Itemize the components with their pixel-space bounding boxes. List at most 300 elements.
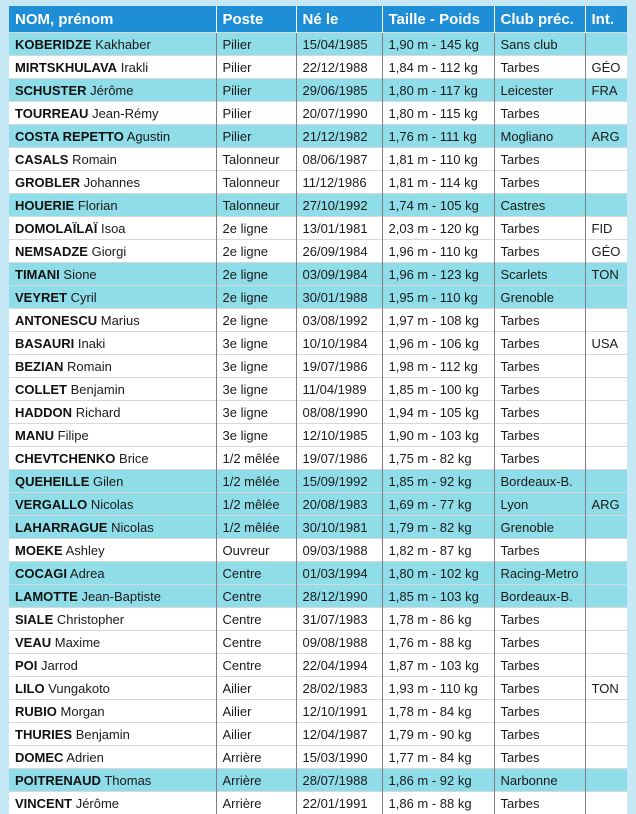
- previous-club-cell: Sans club: [494, 33, 585, 56]
- birthdate-cell: 09/08/1988: [296, 631, 382, 654]
- player-first-name: Benjamin: [71, 382, 125, 397]
- poste-cell: Pilier: [216, 102, 296, 125]
- height-weight-cell: 1,97 m - 108 kg: [382, 309, 494, 332]
- height-weight-cell: 1,80 m - 102 kg: [382, 562, 494, 585]
- birthdate-cell: 15/04/1985: [296, 33, 382, 56]
- player-name-cell: [9, 217, 216, 240]
- player-last-name: TIMANI: [15, 267, 60, 282]
- player-last-name: POITRENAUD: [15, 773, 101, 788]
- player-first-name: Jean-Baptiste: [81, 589, 161, 604]
- height-weight-cell: 1,95 m - 110 kg: [382, 286, 494, 309]
- poste-cell: 1/2 mêlée: [216, 447, 296, 470]
- player-first-name: Irakli: [121, 60, 148, 75]
- player-name-cell: [9, 470, 216, 493]
- previous-club-cell: Tarbes: [494, 332, 585, 355]
- table-row: [9, 102, 627, 125]
- player-last-name: NEMSADZE: [15, 244, 88, 259]
- player-last-name: VEYRET: [15, 290, 67, 305]
- international-cell: [585, 562, 627, 585]
- player-name-cell: [9, 355, 216, 378]
- poste-cell: Centre: [216, 562, 296, 585]
- player-first-name: Cyril: [71, 290, 97, 305]
- header-int: Int.: [585, 6, 627, 33]
- previous-club-cell: Tarbes: [494, 401, 585, 424]
- table-row: [9, 585, 627, 608]
- player-first-name: Vungakoto: [48, 681, 110, 696]
- height-weight-cell: 1,81 m - 110 kg: [382, 148, 494, 171]
- player-last-name: COSTA REPETTO: [15, 129, 124, 144]
- player-first-name: Thomas: [104, 773, 151, 788]
- table-row: [9, 516, 627, 539]
- player-name-cell: [9, 539, 216, 562]
- birthdate-cell: 10/10/1984: [296, 332, 382, 355]
- poste-cell: 2e ligne: [216, 240, 296, 263]
- table-row: [9, 631, 627, 654]
- poste-cell: 1/2 mêlée: [216, 470, 296, 493]
- international-cell: [585, 792, 627, 814]
- international-cell: [585, 654, 627, 677]
- birthdate-cell: 12/10/1985: [296, 424, 382, 447]
- table-row: [9, 700, 627, 723]
- international-cell: FRA: [585, 79, 627, 102]
- player-last-name: HOUERIE: [15, 198, 74, 213]
- height-weight-cell: 1,78 m - 84 kg: [382, 700, 494, 723]
- player-first-name: Ashley: [66, 543, 105, 558]
- player-last-name: VEAU: [15, 635, 51, 650]
- poste-cell: Arrière: [216, 769, 296, 792]
- player-last-name: VINCENT: [15, 796, 72, 811]
- player-last-name: LAMOTTE: [15, 589, 78, 604]
- player-first-name: Morgan: [61, 704, 105, 719]
- height-weight-cell: 1,79 m - 90 kg: [382, 723, 494, 746]
- international-cell: [585, 769, 627, 792]
- player-name-cell: [9, 56, 216, 79]
- player-last-name: LILO: [15, 681, 45, 696]
- player-name-cell: [9, 171, 216, 194]
- previous-club-cell: Tarbes: [494, 723, 585, 746]
- previous-club-cell: Grenoble: [494, 516, 585, 539]
- international-cell: [585, 33, 627, 56]
- player-name-cell: [9, 585, 216, 608]
- previous-club-cell: Mogliano: [494, 125, 585, 148]
- international-cell: [585, 516, 627, 539]
- player-name-cell: [9, 401, 216, 424]
- height-weight-cell: 1,81 m - 114 kg: [382, 171, 494, 194]
- table-row: [9, 792, 627, 814]
- previous-club-cell: Racing-Metro: [494, 562, 585, 585]
- roster-body: [9, 33, 627, 814]
- height-weight-cell: 1,77 m - 84 kg: [382, 746, 494, 769]
- international-cell: TON: [585, 677, 627, 700]
- poste-cell: Centre: [216, 585, 296, 608]
- international-cell: [585, 447, 627, 470]
- table-row: [9, 125, 627, 148]
- player-last-name: BASAURI: [15, 336, 74, 351]
- poste-cell: 1/2 mêlée: [216, 493, 296, 516]
- player-last-name: LAHARRAGUE: [15, 520, 107, 535]
- birthdate-cell: 20/07/1990: [296, 102, 382, 125]
- table-row: [9, 401, 627, 424]
- poste-cell: Pilier: [216, 56, 296, 79]
- player-last-name: DOMOLAÏLAÏ: [15, 221, 97, 236]
- poste-cell: 3e ligne: [216, 355, 296, 378]
- player-last-name: POI: [15, 658, 37, 673]
- height-weight-cell: 1,78 m - 86 kg: [382, 608, 494, 631]
- player-first-name: Benjamin: [76, 727, 130, 742]
- previous-club-cell: Tarbes: [494, 654, 585, 677]
- player-name-cell: [9, 746, 216, 769]
- international-cell: [585, 148, 627, 171]
- player-first-name: Inaki: [78, 336, 105, 351]
- previous-club-cell: Tarbes: [494, 746, 585, 769]
- birthdate-cell: 30/10/1981: [296, 516, 382, 539]
- previous-club-cell: Bordeaux-B.: [494, 585, 585, 608]
- roster-table: [9, 6, 627, 814]
- height-weight-cell: 1,76 m - 111 kg: [382, 125, 494, 148]
- table-row: [9, 263, 627, 286]
- poste-cell: 1/2 mêlée: [216, 516, 296, 539]
- poste-cell: 2e ligne: [216, 217, 296, 240]
- height-weight-cell: 1,79 m - 82 kg: [382, 516, 494, 539]
- international-cell: [585, 470, 627, 493]
- previous-club-cell: Bordeaux-B.: [494, 470, 585, 493]
- player-first-name: Jérôme: [76, 796, 119, 811]
- player-last-name: CHEVTCHENKO: [15, 451, 115, 466]
- player-name-cell: [9, 516, 216, 539]
- player-first-name: Gilen: [93, 474, 123, 489]
- player-first-name: Florian: [78, 198, 118, 213]
- player-last-name: COCAGI: [15, 566, 67, 581]
- birthdate-cell: 29/06/1985: [296, 79, 382, 102]
- previous-club-cell: Grenoble: [494, 286, 585, 309]
- birthdate-cell: 22/12/1988: [296, 56, 382, 79]
- international-cell: ARG: [585, 493, 627, 516]
- header-ne-le: Né le: [296, 6, 382, 33]
- table-row: [9, 148, 627, 171]
- height-weight-cell: 1,96 m - 123 kg: [382, 263, 494, 286]
- player-name-cell: [9, 700, 216, 723]
- player-name-cell: [9, 493, 216, 516]
- previous-club-cell: Tarbes: [494, 309, 585, 332]
- player-name-cell: [9, 263, 216, 286]
- poste-cell: Talonneur: [216, 171, 296, 194]
- birthdate-cell: 12/10/1991: [296, 700, 382, 723]
- previous-club-cell: Narbonne: [494, 769, 585, 792]
- table-row: [9, 746, 627, 769]
- player-last-name: KOBERIDZE: [15, 37, 92, 52]
- height-weight-cell: 1,86 m - 88 kg: [382, 792, 494, 814]
- previous-club-cell: Castres: [494, 194, 585, 217]
- player-name-cell: [9, 33, 216, 56]
- previous-club-cell: Tarbes: [494, 447, 585, 470]
- player-first-name: Adrien: [66, 750, 104, 765]
- player-first-name: Filipe: [58, 428, 89, 443]
- birthdate-cell: 21/12/1982: [296, 125, 382, 148]
- previous-club-cell: Tarbes: [494, 148, 585, 171]
- height-weight-cell: 1,85 m - 100 kg: [382, 378, 494, 401]
- height-weight-cell: 1,93 m - 110 kg: [382, 677, 494, 700]
- table-row: [9, 562, 627, 585]
- poste-cell: 3e ligne: [216, 424, 296, 447]
- previous-club-cell: Tarbes: [494, 240, 585, 263]
- height-weight-cell: 1,84 m - 112 kg: [382, 56, 494, 79]
- international-cell: [585, 631, 627, 654]
- poste-cell: Arrière: [216, 746, 296, 769]
- table-row: [9, 309, 627, 332]
- player-last-name: GROBLER: [15, 175, 80, 190]
- table-row: [9, 723, 627, 746]
- birthdate-cell: 22/04/1994: [296, 654, 382, 677]
- previous-club-cell: Tarbes: [494, 424, 585, 447]
- poste-cell: Pilier: [216, 79, 296, 102]
- table-row: [9, 654, 627, 677]
- international-cell: [585, 746, 627, 769]
- height-weight-cell: 1,74 m - 105 kg: [382, 194, 494, 217]
- player-last-name: ANTONESCU: [15, 313, 97, 328]
- birthdate-cell: 13/01/1981: [296, 217, 382, 240]
- player-name-cell: [9, 769, 216, 792]
- international-cell: [585, 723, 627, 746]
- player-name-cell: [9, 562, 216, 585]
- international-cell: [585, 378, 627, 401]
- poste-cell: Ailier: [216, 677, 296, 700]
- poste-cell: Ailier: [216, 700, 296, 723]
- previous-club-cell: Leicester: [494, 79, 585, 102]
- poste-cell: Centre: [216, 631, 296, 654]
- player-last-name: QUEHEILLE: [15, 474, 89, 489]
- table-row: [9, 355, 627, 378]
- player-first-name: Sione: [63, 267, 96, 282]
- player-name-cell: [9, 608, 216, 631]
- international-cell: GÉO: [585, 240, 627, 263]
- birthdate-cell: 08/06/1987: [296, 148, 382, 171]
- international-cell: [585, 401, 627, 424]
- player-first-name: Giorgi: [92, 244, 127, 259]
- height-weight-cell: 1,85 m - 103 kg: [382, 585, 494, 608]
- player-name-cell: [9, 332, 216, 355]
- player-first-name: Marius: [101, 313, 140, 328]
- table-row: [9, 194, 627, 217]
- player-name-cell: [9, 654, 216, 677]
- birthdate-cell: 22/01/1991: [296, 792, 382, 814]
- player-first-name: Kakhaber: [95, 37, 151, 52]
- player-first-name: Jarrod: [41, 658, 78, 673]
- player-first-name: Maxime: [55, 635, 101, 650]
- player-first-name: Romain: [72, 152, 117, 167]
- height-weight-cell: 2,03 m - 120 kg: [382, 217, 494, 240]
- player-last-name: RUBIO: [15, 704, 57, 719]
- player-last-name: BEZIAN: [15, 359, 63, 374]
- player-last-name: MOEKE: [15, 543, 63, 558]
- birthdate-cell: 20/08/1983: [296, 493, 382, 516]
- player-first-name: Richard: [76, 405, 121, 420]
- table-row: [9, 286, 627, 309]
- previous-club-cell: Tarbes: [494, 608, 585, 631]
- header-nom: NOM, prénom: [9, 6, 216, 33]
- poste-cell: Ailier: [216, 723, 296, 746]
- table-row: [9, 240, 627, 263]
- table-row: [9, 769, 627, 792]
- birthdate-cell: 26/09/1984: [296, 240, 382, 263]
- player-last-name: DOMEC: [15, 750, 63, 765]
- player-last-name: COLLET: [15, 382, 67, 397]
- height-weight-cell: 1,85 m - 92 kg: [382, 470, 494, 493]
- previous-club-cell: Tarbes: [494, 378, 585, 401]
- height-weight-cell: 1,96 m - 110 kg: [382, 240, 494, 263]
- table-row: [9, 539, 627, 562]
- poste-cell: 3e ligne: [216, 378, 296, 401]
- player-first-name: Jérôme: [90, 83, 133, 98]
- table-row: [9, 56, 627, 79]
- player-last-name: SCHUSTER: [15, 83, 87, 98]
- player-name-cell: [9, 424, 216, 447]
- header-club: Club préc.: [494, 6, 585, 33]
- player-first-name: Christopher: [57, 612, 124, 627]
- birthdate-cell: 31/07/1983: [296, 608, 382, 631]
- player-name-cell: [9, 792, 216, 814]
- player-name-cell: [9, 148, 216, 171]
- previous-club-cell: Tarbes: [494, 677, 585, 700]
- international-cell: [585, 585, 627, 608]
- table-row: [9, 378, 627, 401]
- table-row: [9, 608, 627, 631]
- previous-club-cell: Scarlets: [494, 263, 585, 286]
- poste-cell: 2e ligne: [216, 286, 296, 309]
- height-weight-cell: 1,96 m - 106 kg: [382, 332, 494, 355]
- player-name-cell: [9, 240, 216, 263]
- player-first-name: Johannes: [84, 175, 140, 190]
- previous-club-cell: Tarbes: [494, 631, 585, 654]
- table-row: [9, 424, 627, 447]
- table-row: [9, 33, 627, 56]
- table-row: [9, 171, 627, 194]
- birthdate-cell: 09/03/1988: [296, 539, 382, 562]
- previous-club-cell: Tarbes: [494, 217, 585, 240]
- player-name-cell: [9, 79, 216, 102]
- player-name-cell: [9, 378, 216, 401]
- height-weight-cell: 1,76 m - 88 kg: [382, 631, 494, 654]
- player-name-cell: [9, 631, 216, 654]
- table-row: [9, 79, 627, 102]
- player-first-name: Brice: [119, 451, 149, 466]
- birthdate-cell: 08/08/1990: [296, 401, 382, 424]
- birthdate-cell: 30/01/1988: [296, 286, 382, 309]
- international-cell: USA: [585, 332, 627, 355]
- poste-cell: Arrière: [216, 792, 296, 814]
- player-first-name: Nicolas: [111, 520, 154, 535]
- international-cell: ARG: [585, 125, 627, 148]
- birthdate-cell: 28/12/1990: [296, 585, 382, 608]
- international-cell: [585, 424, 627, 447]
- table-row: [9, 217, 627, 240]
- header-poste: Poste: [216, 6, 296, 33]
- poste-cell: Talonneur: [216, 148, 296, 171]
- player-first-name: Adrea: [70, 566, 105, 581]
- player-name-cell: [9, 102, 216, 125]
- player-last-name: THURIES: [15, 727, 72, 742]
- height-weight-cell: 1,86 m - 92 kg: [382, 769, 494, 792]
- birthdate-cell: 15/03/1990: [296, 746, 382, 769]
- height-weight-cell: 1,75 m - 82 kg: [382, 447, 494, 470]
- birthdate-cell: 28/07/1988: [296, 769, 382, 792]
- international-cell: [585, 700, 627, 723]
- player-first-name: Romain: [67, 359, 112, 374]
- international-cell: [585, 286, 627, 309]
- birthdate-cell: 28/02/1983: [296, 677, 382, 700]
- international-cell: [585, 309, 627, 332]
- poste-cell: Ouvreur: [216, 539, 296, 562]
- table-row: [9, 677, 627, 700]
- poste-cell: Pilier: [216, 33, 296, 56]
- player-name-cell: [9, 723, 216, 746]
- birthdate-cell: 19/07/1986: [296, 355, 382, 378]
- international-cell: [585, 171, 627, 194]
- international-cell: [585, 608, 627, 631]
- previous-club-cell: Tarbes: [494, 102, 585, 125]
- birthdate-cell: 11/04/1989: [296, 378, 382, 401]
- header-taille-poids: Taille - Poids: [382, 6, 494, 33]
- roster-header: [9, 6, 627, 33]
- birthdate-cell: 27/10/1992: [296, 194, 382, 217]
- birthdate-cell: 15/09/1992: [296, 470, 382, 493]
- international-cell: [585, 102, 627, 125]
- poste-cell: Centre: [216, 654, 296, 677]
- table-row: [9, 493, 627, 516]
- poste-cell: Talonneur: [216, 194, 296, 217]
- poste-cell: 3e ligne: [216, 332, 296, 355]
- poste-cell: 3e ligne: [216, 401, 296, 424]
- birthdate-cell: 19/07/1986: [296, 447, 382, 470]
- poste-cell: Pilier: [216, 125, 296, 148]
- international-cell: GÉO: [585, 56, 627, 79]
- height-weight-cell: 1,80 m - 115 kg: [382, 102, 494, 125]
- player-name-cell: [9, 286, 216, 309]
- international-cell: [585, 194, 627, 217]
- international-cell: [585, 355, 627, 378]
- table-row: [9, 470, 627, 493]
- player-last-name: MANU: [15, 428, 54, 443]
- height-weight-cell: 1,98 m - 112 kg: [382, 355, 494, 378]
- player-name-cell: [9, 447, 216, 470]
- birthdate-cell: 03/08/1992: [296, 309, 382, 332]
- player-last-name: SIALE: [15, 612, 53, 627]
- previous-club-cell: Tarbes: [494, 792, 585, 814]
- player-last-name: TOURREAU: [15, 106, 88, 121]
- birthdate-cell: 11/12/1986: [296, 171, 382, 194]
- previous-club-cell: Tarbes: [494, 355, 585, 378]
- player-first-name: Jean-Rémy: [92, 106, 158, 121]
- table-row: [9, 447, 627, 470]
- height-weight-cell: 1,90 m - 145 kg: [382, 33, 494, 56]
- player-name-cell: [9, 194, 216, 217]
- international-cell: [585, 539, 627, 562]
- height-weight-cell: 1,82 m - 87 kg: [382, 539, 494, 562]
- international-cell: FID: [585, 217, 627, 240]
- height-weight-cell: 1,69 m - 77 kg: [382, 493, 494, 516]
- height-weight-cell: 1,87 m - 103 kg: [382, 654, 494, 677]
- player-last-name: VERGALLO: [15, 497, 87, 512]
- birthdate-cell: 01/03/1994: [296, 562, 382, 585]
- player-name-cell: [9, 309, 216, 332]
- poste-cell: 2e ligne: [216, 309, 296, 332]
- previous-club-cell: Tarbes: [494, 171, 585, 194]
- player-last-name: MIRTSKHULAVA: [15, 60, 117, 75]
- table-row: [9, 332, 627, 355]
- previous-club-cell: Tarbes: [494, 56, 585, 79]
- player-last-name: HADDON: [15, 405, 72, 420]
- player-first-name: Isoa: [101, 221, 126, 236]
- player-last-name: CASALS: [15, 152, 68, 167]
